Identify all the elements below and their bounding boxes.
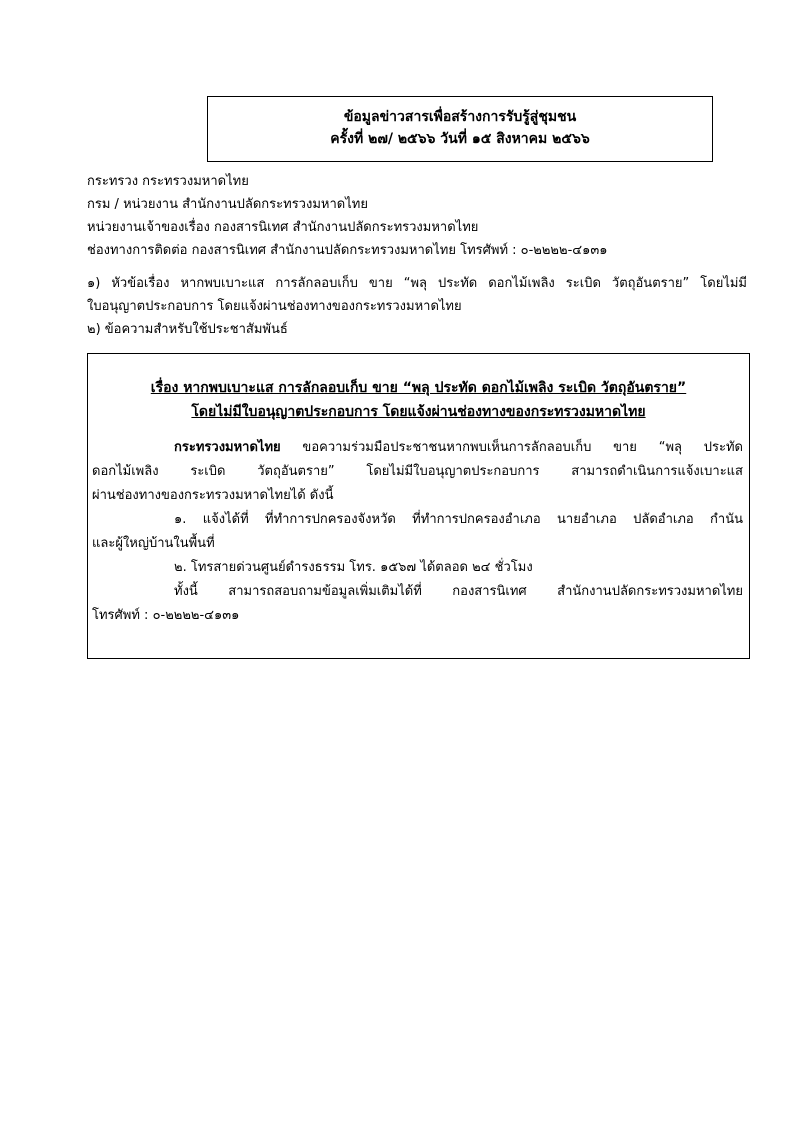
document-title-box xyxy=(207,96,713,162)
ministry-line: กระทรวง กระทรวงมหาดไทย xyxy=(87,174,249,189)
department-line: กรม / หน่วยงาน สำนักงานปลัดกระทรวงมหาดไทย xyxy=(87,197,368,212)
pr-label: ๒) ข้อความสำหรับใช้ประชาสัมพันธ์ xyxy=(87,322,288,337)
issue-line: ครั้งที่ ๒๗/ ๒๕๖๖ วันที่ ๑๕ สิงหาคม ๒๕๖๖ xyxy=(330,131,590,147)
owner-unit-line: หน่วยงานเจ้าของเรื่อง กองสารนิเทศ สำนักงานปลัดกระทรวงมหาดไทย xyxy=(87,220,479,235)
closing-line-2: โทรศัพท์ : ๐-๒๒๒๒-๔๑๓๑ xyxy=(92,608,240,623)
document-title: ข้อมูลข่าวสารเพื่อสร้างการรับรู้สู่ชุมชน xyxy=(343,109,577,125)
item-1-line-2: และผู้ใหญ่บ้านในพื้นที่ xyxy=(92,536,215,551)
intro-line-1 xyxy=(92,436,743,460)
announcement-heading-line-2: โดยไม่มีใบอนุญาตประกอบการ โดยแจ้งผ่านช่องทางของกระทรวงมหาดไทย xyxy=(191,404,646,420)
intro-rest: ขอความร่วมมือประชาชนหากพบเห็นการลักลอบเก็บ ขาย “พลุ ประทัด xyxy=(280,440,743,455)
topic-section xyxy=(87,272,747,341)
closing-line-1: ทั้งนี้ สามารถสอบถามข้อมูลเพิ่มเติมได้ที่ กองสารนิเทศ สำนักงานปลัดกระทรวงมหาดไทย xyxy=(174,584,743,599)
item-1-line-1: ๑. แจ้งได้ที่ ที่ทำการปกครองจังหวัด ที่ทำการปกครองอำเภอ นายอำเภอ ปลัดอำเภอ กำนัน xyxy=(174,512,743,527)
topic-line-2: ใบอนุญาตประกอบการ โดยแจ้งผ่านช่องทางของกระทรวงมหาดไทย xyxy=(87,299,462,314)
announcement-heading-line-1: เรื่อง หากพบเบาะแส การลักลอบเก็บ ขาย “พลุ ประทัด ดอกไม้เพลิง ระเบิด วัตถุอันตราย” xyxy=(150,380,687,396)
intro-bold: กระทรวงมหาดไทย xyxy=(174,440,281,455)
intro-line-3: ผ่านช่องทางของกระทรวงมหาดไทยได้ ดังนี้ xyxy=(92,488,334,503)
intro-line-2: ดอกไม้เพลิง ระเบิด วัตถุอันตราย” โดยไม่มีใบอนุญาตประกอบการ สามารถดำเนินการแจ้งเบาะแส xyxy=(92,464,743,479)
announcement-body xyxy=(88,436,749,628)
document-meta xyxy=(87,170,747,262)
announcement-box xyxy=(87,353,750,659)
topic-line-1: ๑) หัวข้อเรื่อง หากพบเบาะแส การลักลอบเก็บ ขาย “พลุ ประทัด ดอกไม้เพลิง ระเบิด วัตถุอันตราย” โดยไม่มี xyxy=(87,276,747,291)
contact-line: ช่องทางการติดต่อ กองสารนิเทศ สำนักงานปลัดกระทรวงมหาดไทย โทรศัพท์ : ๐-๒๒๒๒-๔๑๓๑ xyxy=(87,243,608,258)
item-2: ๒. โทรสายด่วนศูนย์ดำรงธรรม โทร. ๑๕๖๗ ได้ตลอด ๒๔ ชั่วโมง xyxy=(174,560,533,575)
